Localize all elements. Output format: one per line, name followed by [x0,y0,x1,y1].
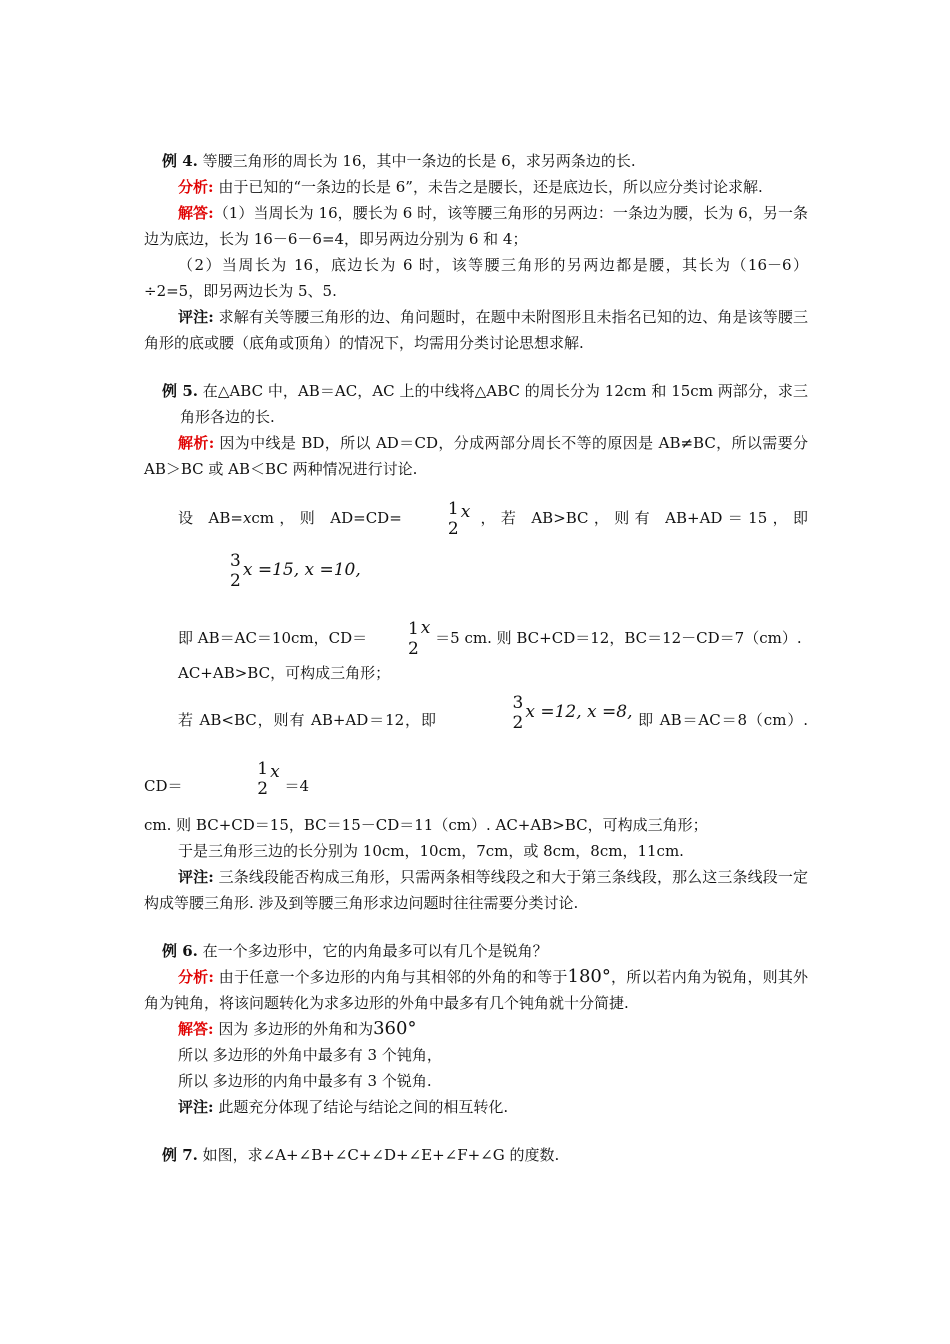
example-4-comment: 评注: 求解有关等腰三角形的边、角问题时，在题中未附图形且未指名已知的边、角是该等腰三角形的底或腰（底角或顶角）的情况下，均需用分类讨论思想求解. [144,308,808,352]
example-6-line-3: 所以 多边形的内角中最多有 3 个锐角. [178,1072,432,1090]
example-4-answer-1: 解答:（1）当周长为 16，腰长为 6 时，该等腰三角形的另两边：一条边为腰，长为 6，另一条边为底边，长为 16－6－6=4，即另两边分别为 6 和 4； [144,204,809,248]
fraction-three-halves-2: 3 2 [512,693,524,733]
example-5-line-4: 若 AB<BC，则有 AB+AD＝12，即 3 2 x =12, x =8, 即 AB＝AC＝8（cm）. CD＝ 1 2 x ＝4 [144,693,808,799]
example-5-line-5: cm. 则 BC+CD＝15，BC＝15－CD＝11（cm）. AC+AB>BC，可构成三角形； [144,816,708,834]
fraction-half-x-3: 1 2 [257,759,269,799]
fraction-half-x-2: 1 2 [407,619,419,659]
example-7 [144,1142,808,1168]
example-6-title: 例 6. 在一个多边形中，它的内角最多可以有几个是锐角？ [162,942,548,960]
example-6-answer: 解答: 因为 多边形的外角和为360° [178,1018,417,1039]
example-5 [144,378,808,916]
example-5-line-3: AC+AB>BC，可构成三角形； [178,664,391,682]
document-page [144,148,808,1168]
example-5-line-1: 设 AB=xcm，则 AD=CD= 1 2 x ，若 AB>BC，则有 AB+AD＝15，即 3 2 x =15, x =10, [178,499,808,591]
example-4 [144,148,808,356]
example-5-line-2: 即 AB＝AC＝10cm，CD＝ 1 2 x ＝5 cm. 则 BC+CD＝12，BC＝12－CD＝7（cm）. [178,618,802,659]
example-6 [144,938,808,1120]
example-5-analysis: 解析: 因为中线是 BD，所以 AD＝CD，分成两部分周长不等的原因是 AB≠BC，所以需要分 AB＞BC 或 AB＜BC 两种情况进行讨论. [144,434,808,478]
example-6-comment: 评注: 此题充分体现了结论与结论之间的相互转化. [178,1098,509,1116]
example-6-line-2: 所以 多边形的外角中最多有 3 个钝角， [178,1046,442,1064]
fraction-half-x: 1 2 [447,499,459,539]
example-5-line-6: 于是三角形三边的长分别为 10cm，10cm，7cm，或 8cm，8cm，11cm. [178,842,684,860]
example-5-title: 例 5. 在△ABC 中，AB＝AC，AC 上的中线将△ABC 的周长分为 12cm 和 15cm 两部分，求三角形各边的长. [162,382,808,426]
example-4-answer-2: （2）当周长为 16，底边长为 6 时，该等腰三角形的另两边都是腰，其长为（16－6）÷2=5，即另两边长为 5、5. [144,256,808,300]
example-4-title: 例 4. 等腰三角形的周长为 16，其中一条边的长是 6，求另两条边的长. [162,152,636,170]
example-4-analysis: 分析: 由于已知的“一条边的长是 6”，未告之是腰长，还是底边长，所以应分类讨论求解. [178,178,763,196]
example-7-title: 例 7. 如图，求∠A+∠B+∠C+∠D+∠E+∠F+∠G 的度数. [162,1146,560,1164]
fraction-three-halves: 3 2 [230,551,241,591]
example-6-analysis: 分析: 由于任意一个多边形的内角与其相邻的外角的和等于180°，所以若内角为锐角，则其外角为钝角，将该问题转化为求多边形的外角中最多有几个钝角就十分简捷. [144,966,808,1012]
example-5-comment: 评注: 三条线段能否构成三角形，只需两条相等线段之和大于第三条线段，那么这三条线段一定构成等腰三角形. 涉及到等腰三角形求边问题时往往需要分类讨论. [144,868,808,912]
